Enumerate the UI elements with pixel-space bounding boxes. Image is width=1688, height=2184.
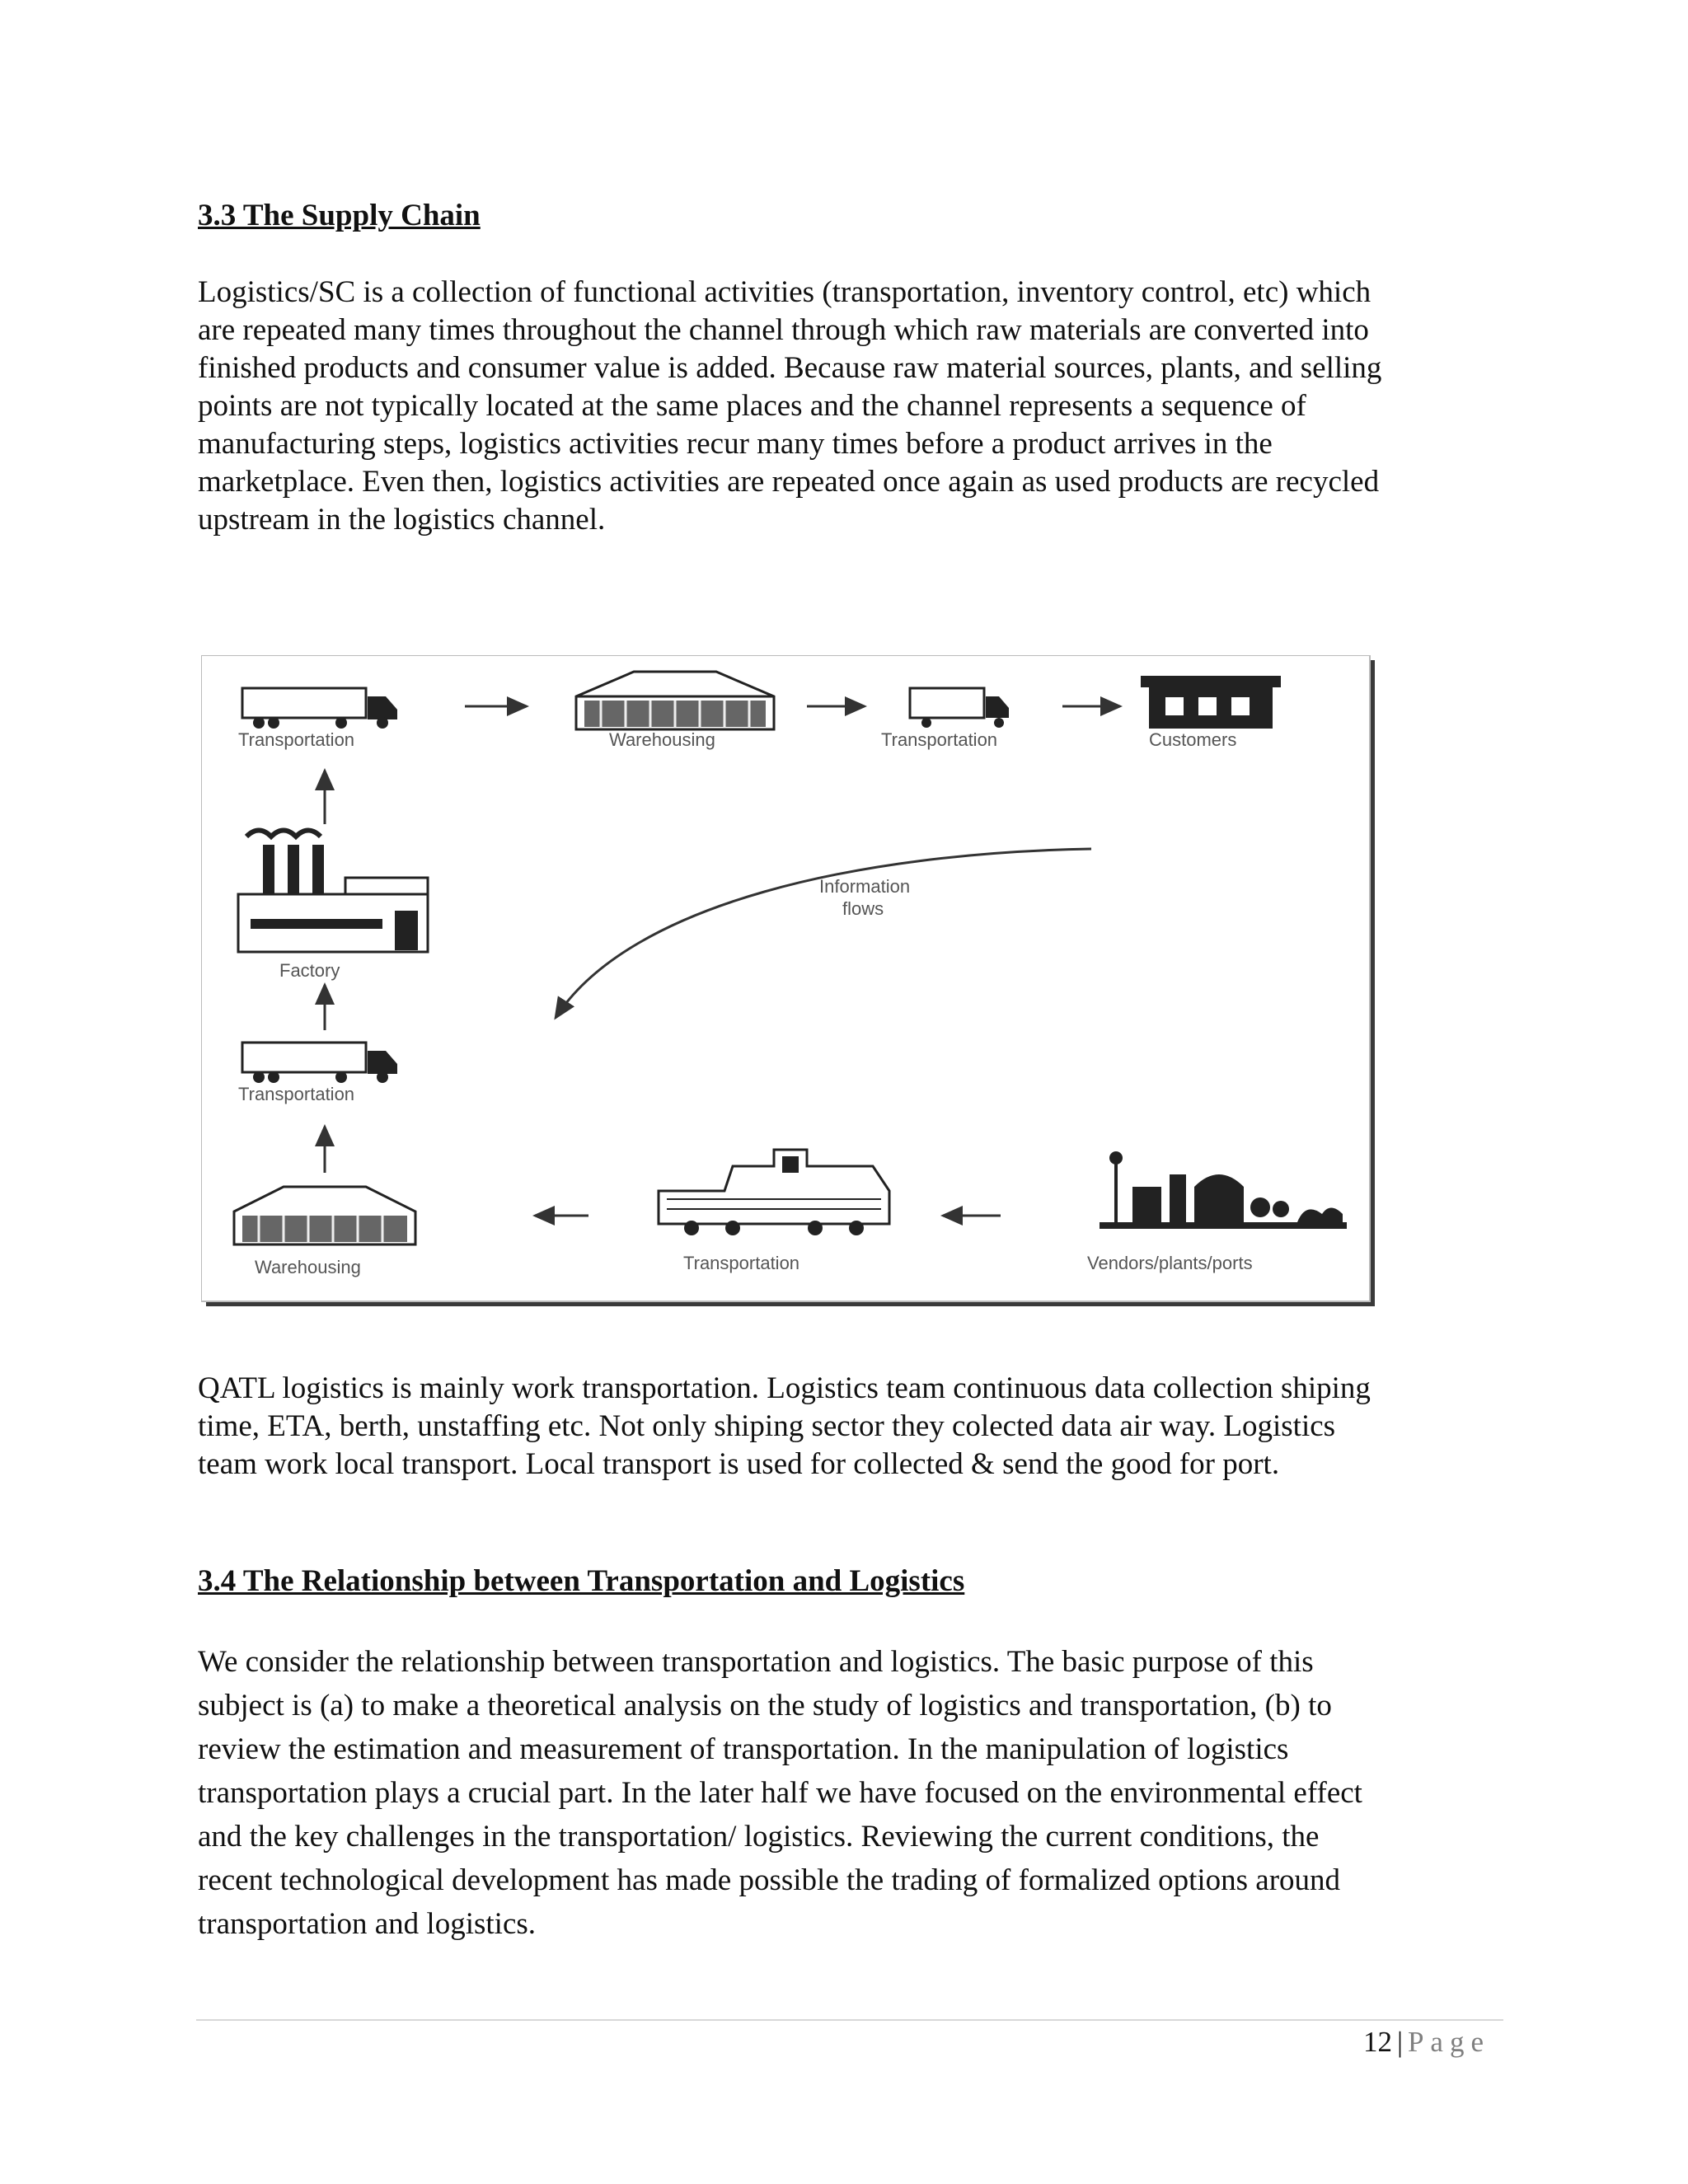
page-number: 12 bbox=[1362, 2026, 1392, 2058]
footer-divider bbox=[196, 2019, 1503, 2021]
label-transportation-mid-left: Transportation bbox=[238, 1084, 355, 1104]
label-information-flows-line2: flows bbox=[842, 898, 884, 919]
footer-separator: | bbox=[1396, 2026, 1403, 2058]
page-footer bbox=[1363, 2026, 1490, 2059]
label-transportation-top-left: Transportation bbox=[238, 729, 355, 750]
label-factory: Factory bbox=[279, 960, 340, 981]
section-3-4-heading: 3.4 The Relationship between Transportation and Logistics bbox=[198, 1564, 965, 1598]
label-vendors-plants-ports: Vendors/plants/ports bbox=[1087, 1253, 1253, 1273]
label-transportation-bottom: Transportation bbox=[683, 1253, 800, 1273]
qatl-paragraph bbox=[198, 1370, 1492, 1483]
paragraph-line: time, ETA, berth, unstaffing etc. Not only shiping sector they colected data air way. Logistics bbox=[198, 1409, 1336, 1443]
label-transportation-top-mid: Transportation bbox=[881, 729, 998, 750]
paragraph-line: are repeated many times throughout the channel through which raw materials are converted into bbox=[198, 313, 1369, 347]
paragraph-line: We consider the relationship between transportation and logistics. The basic purpose of this bbox=[198, 1645, 1314, 1679]
section-3-3-heading: 3.3 The Supply Chain bbox=[198, 199, 481, 232]
paragraph-line: Logistics/SC is a collection of functional activities (transportation, inventory control, etc) which bbox=[198, 275, 1372, 309]
paragraph-line: review the estimation and measurement of transportation. In the manipulation of logistics bbox=[198, 1732, 1289, 1766]
paragraph-line: and the key challenges in the transportation/ logistics. Reviewing the current conditions, the bbox=[198, 1820, 1320, 1854]
store-icon bbox=[1141, 676, 1281, 729]
label-warehousing-bottom: Warehousing bbox=[255, 1257, 361, 1277]
paragraph-line: subject is (a) to make a theoretical analysis on the study of logistics and transportation, (b) to bbox=[198, 1689, 1332, 1722]
paragraph-line: recent technological development has made possible the trading of formalized options around bbox=[198, 1863, 1341, 1897]
paragraph-line: transportation plays a crucial part. In the later half we have focused on the environmental effect bbox=[198, 1776, 1362, 1810]
paragraph-line: team work local transport. Local transport is used for collected & send the good for port. bbox=[198, 1447, 1280, 1481]
label-information-flows-line1: Information bbox=[819, 876, 911, 897]
label-warehousing-top: Warehousing bbox=[609, 729, 715, 750]
label-customers: Customers bbox=[1149, 729, 1237, 750]
relationship-paragraph bbox=[198, 1640, 1492, 1946]
paragraph-line: marketplace. Even then, logistics activities are repeated once again as used products are recycled bbox=[198, 465, 1380, 499]
supply-chain-figure bbox=[201, 655, 1380, 1311]
paragraph-line: points are not typically located at the same places and the channel represents a sequence of bbox=[198, 389, 1306, 423]
paragraph-line: finished products and consumer value is added. Because raw material sources, plants, and selling bbox=[198, 351, 1382, 385]
paragraph-line: upstream in the logistics channel. bbox=[198, 503, 606, 537]
paragraph-line: manufacturing steps, logistics activities recur many times before a product arrives in the bbox=[198, 427, 1273, 461]
paragraph-line: QATL logistics is mainly work transportation. Logistics team continuous data collection shiping bbox=[198, 1371, 1371, 1405]
supply-chain-paragraph bbox=[198, 274, 1492, 539]
page-word: Page bbox=[1407, 2026, 1490, 2058]
paragraph-line: transportation and logistics. bbox=[198, 1907, 537, 1941]
